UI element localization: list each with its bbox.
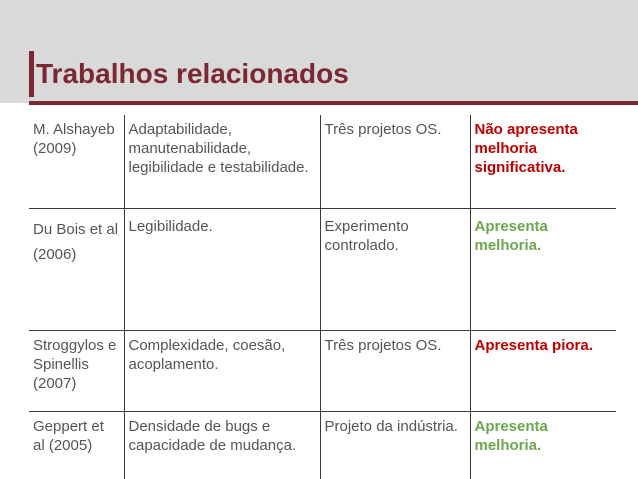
slide-title: Trabalhos relacionados bbox=[36, 58, 349, 89]
related-work-table-container bbox=[29, 115, 616, 479]
table-row bbox=[29, 115, 616, 209]
reference-cell: M. Alshayeb (2009) bbox=[29, 115, 124, 209]
method-cell: Projeto da indústria. bbox=[320, 412, 470, 479]
attributes-cell: Complexidade, coesão, acoplamento. bbox=[124, 331, 320, 412]
reference-cell: Du Bois et al (2006) bbox=[29, 209, 124, 331]
method-cell: Três projetos OS. bbox=[320, 331, 470, 412]
title-accent-bar bbox=[29, 51, 34, 97]
table-row bbox=[29, 412, 616, 479]
attributes-cell: Adaptabilidade, manutenabilidade, legibilidade e testabilidade. bbox=[124, 115, 320, 209]
method-cell: Três projetos OS. bbox=[320, 115, 470, 209]
attributes-cell: Densidade de bugs e capacidade de mudança. bbox=[124, 412, 320, 479]
method-cell: Experimento controlado. bbox=[320, 209, 470, 331]
table-row bbox=[29, 209, 616, 331]
reference-cell: Stroggylos e Spinellis (2007) bbox=[29, 331, 124, 412]
result-cell: Apresenta piora. bbox=[470, 331, 616, 412]
related-work-table bbox=[29, 115, 616, 479]
result-cell: Apresenta melhoria. bbox=[470, 209, 616, 331]
result-cell: Apresenta melhoria. bbox=[470, 412, 616, 479]
table-row bbox=[29, 331, 616, 412]
result-cell: Não apresenta melhoria significativa. bbox=[470, 115, 616, 209]
attributes-cell: Legibilidade. bbox=[124, 209, 320, 331]
reference-cell: Geppert et al (2005) bbox=[33, 418, 104, 454]
title-underline bbox=[29, 101, 638, 105]
